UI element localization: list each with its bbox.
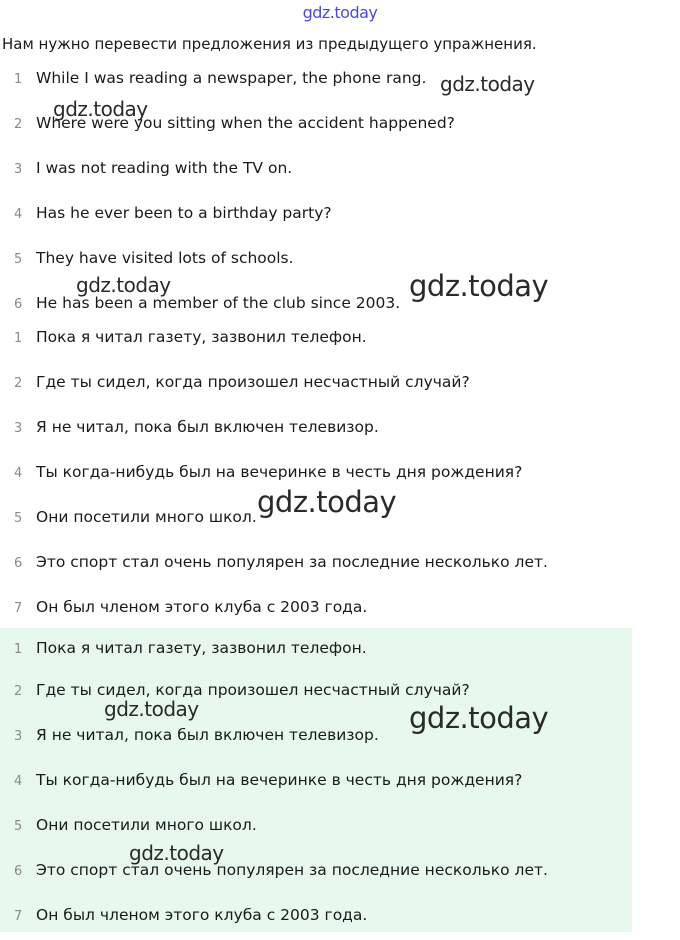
item-number: 6	[14, 864, 23, 879]
item-number: 3	[14, 162, 23, 177]
list-item	[0, 805, 632, 850]
item-number: 5	[14, 252, 23, 267]
item-number: 6	[14, 556, 23, 571]
item-text: Я не читал, пока был включен телевизор.	[36, 726, 379, 744]
watermark: gdz.today	[53, 97, 148, 121]
item-number: 7	[14, 601, 23, 616]
item-number: 2	[14, 117, 23, 132]
item-number: 3	[14, 729, 23, 744]
item-number: 2	[14, 684, 23, 699]
item-text: I was not reading with the TV on.	[36, 159, 293, 177]
answer-panel	[0, 628, 632, 932]
watermark: gdz.today	[440, 72, 535, 96]
watermark: gdz.today	[409, 701, 549, 735]
list-item	[0, 628, 632, 670]
item-text: Ты когда-нибудь был на вечеринке в честь дня рождения?	[36, 463, 523, 481]
item-text: Это спорт стал очень популярен за последние несколько лет.	[36, 861, 548, 879]
item-number: 5	[14, 511, 23, 526]
item-number: 4	[14, 466, 23, 481]
item-number: 3	[14, 421, 23, 436]
watermark: gdz.today	[257, 485, 397, 519]
item-text: Where were you sitting when the accident happened?	[36, 114, 455, 132]
item-text: Это спорт стал очень популярен за последние несколько лет.	[36, 553, 548, 571]
item-text: Has he ever been to a birthday party?	[36, 204, 332, 222]
item-text: Они посетили много школ.	[36, 816, 257, 834]
list-item	[0, 850, 632, 895]
watermark: gdz.today	[76, 273, 171, 297]
item-text: While I was reading a newspaper, the phone rang.	[36, 69, 427, 87]
item-number: 1	[14, 72, 23, 87]
list-item	[0, 760, 632, 805]
item-number: 4	[14, 774, 23, 789]
item-text: Я не читал, пока был включен телевизор.	[36, 418, 379, 436]
item-number: 2	[14, 376, 23, 391]
item-number: 1	[14, 331, 23, 346]
intro-text: Нам нужно перевести предложения из предыдущего упражнения.	[2, 35, 537, 53]
item-number: 1	[14, 642, 23, 657]
item-text: Они посетили много школ.	[36, 508, 257, 526]
item-text: Он был членом этого клуба с 2003 года.	[36, 598, 368, 616]
item-text: Пока я читал газету, зазвонил телефон.	[36, 639, 367, 657]
watermark: gdz.today	[129, 841, 224, 865]
watermark: gdz.today	[104, 697, 199, 721]
item-text: Где ты сидел, когда произошел несчастный случай?	[36, 681, 470, 699]
watermark: gdz.today	[409, 269, 549, 303]
item-text: Пока я читал газету, зазвонил телефон.	[36, 328, 367, 346]
item-number: 5	[14, 819, 23, 834]
item-number: 4	[14, 207, 23, 222]
item-text: They have visited lots of schools.	[36, 249, 294, 267]
item-text: He has been a member of the club since 2003.	[36, 294, 401, 312]
list-item	[0, 895, 632, 940]
item-text: Ты когда-нибудь был на вечеринке в честь дня рождения?	[36, 771, 523, 789]
item-number: 7	[14, 909, 23, 924]
item-text: Где ты сидел, когда произошел несчастный случай?	[36, 373, 470, 391]
item-text: Он был членом этого клуба с 2003 года.	[36, 906, 368, 924]
site-logo[interactable]: gdz.today	[302, 3, 378, 22]
item-number: 6	[14, 297, 23, 312]
